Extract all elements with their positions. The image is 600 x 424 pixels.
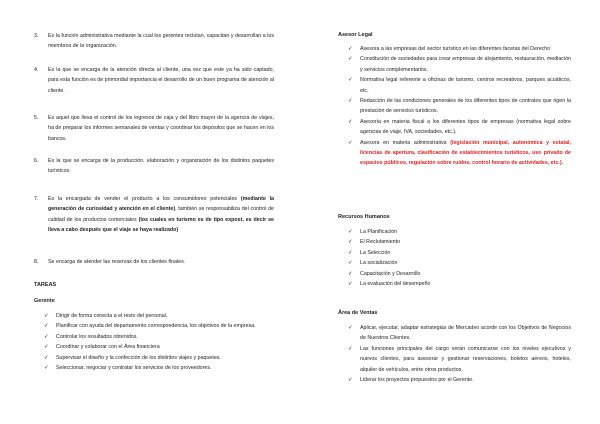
item-number: 3.	[34, 33, 39, 39]
check-icon: ✓	[44, 344, 49, 351]
item-text: Es la encargada de vender el producto a los consumidores potenciales (mediante la generación de curiosidad y atención en el cliente), también se responsabiliza del control de calidad de los productos comerciales (los cuales en turismo es de tipo expost, es decir se lleva a cabo después que el viaje se haya realizado)	[48, 196, 275, 234]
check-icon: ✓	[44, 323, 49, 330]
tareas-heading: TAREAS	[34, 282, 57, 288]
gerente-list	[42, 311, 274, 373]
check-icon: ✓	[348, 260, 353, 267]
check-icon: ✓	[348, 118, 353, 125]
numbered-item-3	[34, 31, 274, 52]
list-item: ✓ La socialización	[346, 258, 571, 268]
gerente-heading: Gerente	[34, 298, 55, 304]
list-item: ✓ Asesora en materia administrativa (legislación municipal, autonómica y estatal, licencias de apertura, clasificación de establecimientos turísticos, uso privado de espacios públicos, regulación sobre ruidos, control horario de actividades, etc.).	[348, 139, 571, 167]
item-text: Es la función administrativa mediante la cual los gerentes reclutan, capacitan y desarrollan a los miembros de la organización.	[48, 33, 274, 50]
check-icon: ✓	[44, 365, 49, 372]
check-icon: ✓	[348, 345, 353, 352]
list-item: ✓ Controlar los resultados obtenidos.	[42, 332, 274, 342]
check-icon: ✓	[348, 281, 353, 288]
list-item: ✓ Coordinar y colaborar con el Área financiera	[42, 342, 274, 352]
check-icon: ✓	[348, 98, 353, 105]
list-item: ✓ Las funciones principales del cargo serán comunicarse con los niveles ejecutivos y nuevos clientes, para asesorar y gestionar reservaciones, boletos aéreos, hoteles, alquiler de vehículos, entre otros productos.	[348, 345, 571, 373]
check-icon: ✓	[348, 377, 353, 384]
check-icon: ✓	[348, 77, 353, 84]
list-item: ✓ Liderar los proyectos propuestos por el Gerente.	[346, 375, 571, 385]
asesor-legal-heading: Asesor Legal	[338, 32, 373, 38]
check-icon: ✓	[348, 139, 353, 146]
list-item: ✓ La Planificación	[346, 227, 571, 237]
list-item: ✓ Seleccionar, negociar y contratar los servicios de los proveedores.	[42, 363, 274, 373]
list-item: ✓ Constitución de sociedades para crear empresas de alojamiento, restauración, mediación y servicios complementarios.	[348, 56, 571, 73]
numbered-item-5	[34, 113, 274, 144]
check-icon: ✓	[348, 270, 353, 277]
check-icon: ✓	[348, 325, 353, 331]
recursos-humanos-list	[346, 227, 571, 289]
check-icon: ✓	[348, 239, 353, 246]
item-number: 8.	[34, 259, 39, 265]
check-icon: ✓	[348, 229, 353, 235]
numbered-item-7	[34, 194, 274, 236]
check-icon: ✓	[44, 333, 49, 340]
item-text: Es la que se encarga de la atención directa al cliente, una vez que este ya ha sido captado, para esta función es de primordial importancia el desarrollo de un buen programa de atención al cliente.	[48, 67, 274, 94]
numbered-item-8	[34, 257, 274, 267]
item-text: Se encarga de atender las reservas de los clientes finales.	[48, 259, 186, 265]
item-number: 6.	[34, 158, 39, 164]
list-item: ✓ Supervisar el diseño y la confección de los distintos viajes y paquetes.	[42, 353, 274, 363]
check-icon: ✓	[44, 313, 49, 319]
list-item: ✓ Capacitación y Desarrollo	[346, 269, 571, 279]
check-icon: ✓	[348, 249, 353, 256]
check-icon: ✓	[44, 354, 49, 361]
area-de-ventas-heading: Área de Ventas	[338, 310, 378, 316]
list-item: ✓ Asesoría en materia fiscal a los diferentes tipos de empresas (normativa legal sobre agencias de viaje, IVA, sociedades, etc.).	[348, 118, 571, 136]
recursos-humanos-heading: Recursos Humanos	[338, 214, 390, 220]
list-item: ✓ La Selección	[346, 248, 571, 258]
area-de-ventas-list	[346, 323, 571, 385]
item-number: 7.	[34, 196, 39, 202]
list-item: ✓ Aplicar, ejecutar, adaptar estrategias de Mercadeo acorde con los Objetivos de Negocios de Nuestros Clientes.	[348, 325, 571, 342]
list-item: ✓ Asesora a las empresas del sector turístico en las diferentes facetas del Derecho	[346, 44, 571, 54]
asesor-legal-list	[346, 44, 571, 169]
item-text: Es la que se encarga de la producción, elaboración y organización de los distintos paquetes turísticos.	[48, 158, 274, 175]
numbered-item-4	[34, 65, 274, 96]
list-item: ✓ La evaluación del desempeño	[346, 279, 571, 289]
item-number: 4.	[34, 67, 39, 73]
check-icon: ✓	[348, 56, 353, 63]
check-icon: ✓	[348, 46, 353, 52]
list-item: ✓ Normativa legal referente a oficinas de turismo, centros recreativos, parques acuáticos, etc.	[348, 77, 571, 94]
list-item: ✓ El Reclutamiento	[346, 237, 571, 247]
list-item: ✓ Planificar con ayuda del departamento correspondencia, los objetivos de la empresa.	[42, 321, 274, 331]
item-number: 5.	[34, 115, 39, 121]
numbered-item-6	[34, 156, 274, 177]
list-item: ✓ Dirigir de forma conecta a el resto del personal.	[42, 311, 274, 321]
item-text: Es aquel que lleva el control de los ingresos de caja y del libro mayor de la agencia de viajes, ha de preparar los informes semanales de ventas y coordinar los depósitos que se hacen en los bancos.	[48, 115, 274, 142]
list-item: ✓ Redacción de las condiciones generales de los diferentes tipos de contratos que rigen la prestación de servicios turísticos.	[348, 98, 571, 115]
legal-details-highlight: (legislación municipal, autonómica y estatal, licencias de apertura, clasificación de establecimientos turísticos, uso privado de espacios públicos, regulación sobre ruidos, control horario de actividades, etc.).	[360, 139, 571, 167]
